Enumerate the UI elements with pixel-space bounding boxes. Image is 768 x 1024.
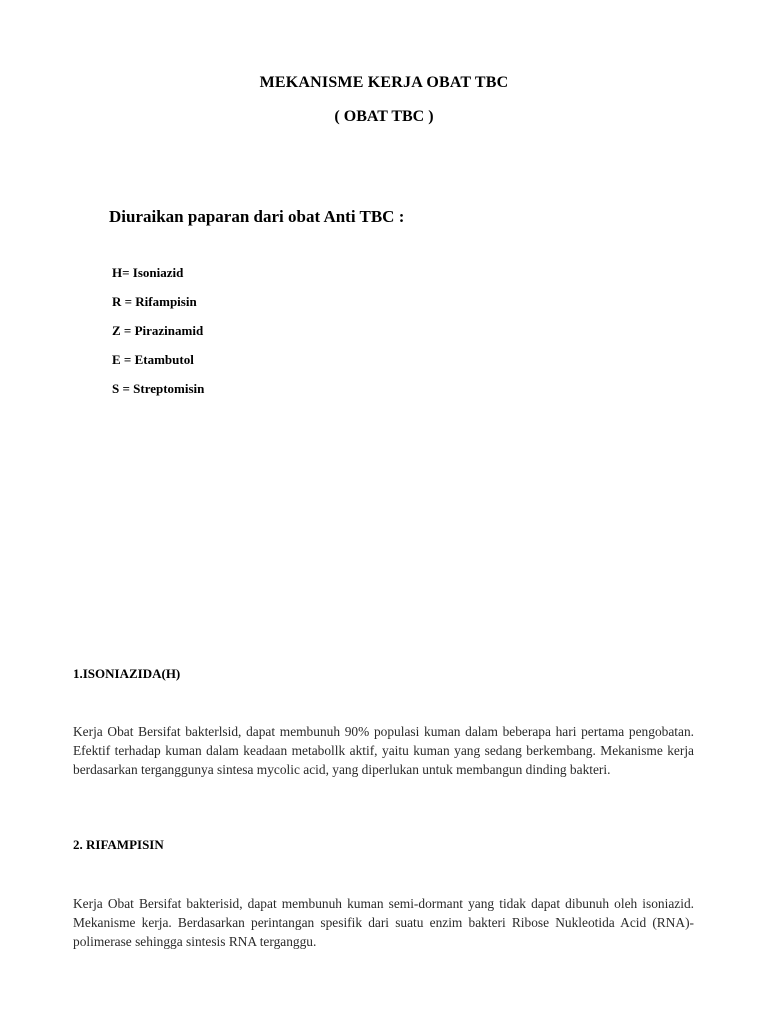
section-body-isoniazida: Kerja Obat Bersifat bakterlsid, dapat membunuh 90% populasi kuman dalam beberapa hari pertama pengobatan. Efektif terhadap kuman dalam keadaan metabollk aktif, yaitu kuman yang sedang berkembang. Mekanisme kerja berdasarkan terganggunya sintesa mycolic acid, yang diperlukan untuk membangun dinding bakteri. <box>73 724 694 777</box>
document-subtitle: ( OBAT TBC ) <box>334 108 434 125</box>
section-heading-isoniazida: 1.ISONIAZIDA(H) <box>73 666 181 681</box>
document-title: MEKANISME KERJA OBAT TBC <box>259 74 509 91</box>
drug-item-streptomisin: S = Streptomisin <box>112 381 205 396</box>
intro-text: Diuraikan paparan dari obat Anti TBC : <box>109 207 405 226</box>
drug-item-rifampisin: R = Rifampisin <box>112 294 197 309</box>
drug-item-pirazinamid: Z = Pirazinamid <box>112 323 204 338</box>
drug-list <box>112 264 204 409</box>
section-heading-rifampisin: 2. RIFAMPISIN <box>73 837 164 852</box>
drug-item-etambutol: E = Etambutol <box>112 352 194 367</box>
section-body-rifampisin: Kerja Obat Bersifat bakterisid, dapat membunuh kuman semi-dormant yang tidak dapat dibunuh oleh isoniazid. Mekanisme kerja. Berdasarkan perintangan spesifik dari suatu enzim bakteri Ribose Nukleotida Acid (RNA)- polimerase sehingga sintesis RNA terganggu. <box>73 896 694 949</box>
drug-item-isoniazid: H= Isoniazid <box>112 265 184 280</box>
